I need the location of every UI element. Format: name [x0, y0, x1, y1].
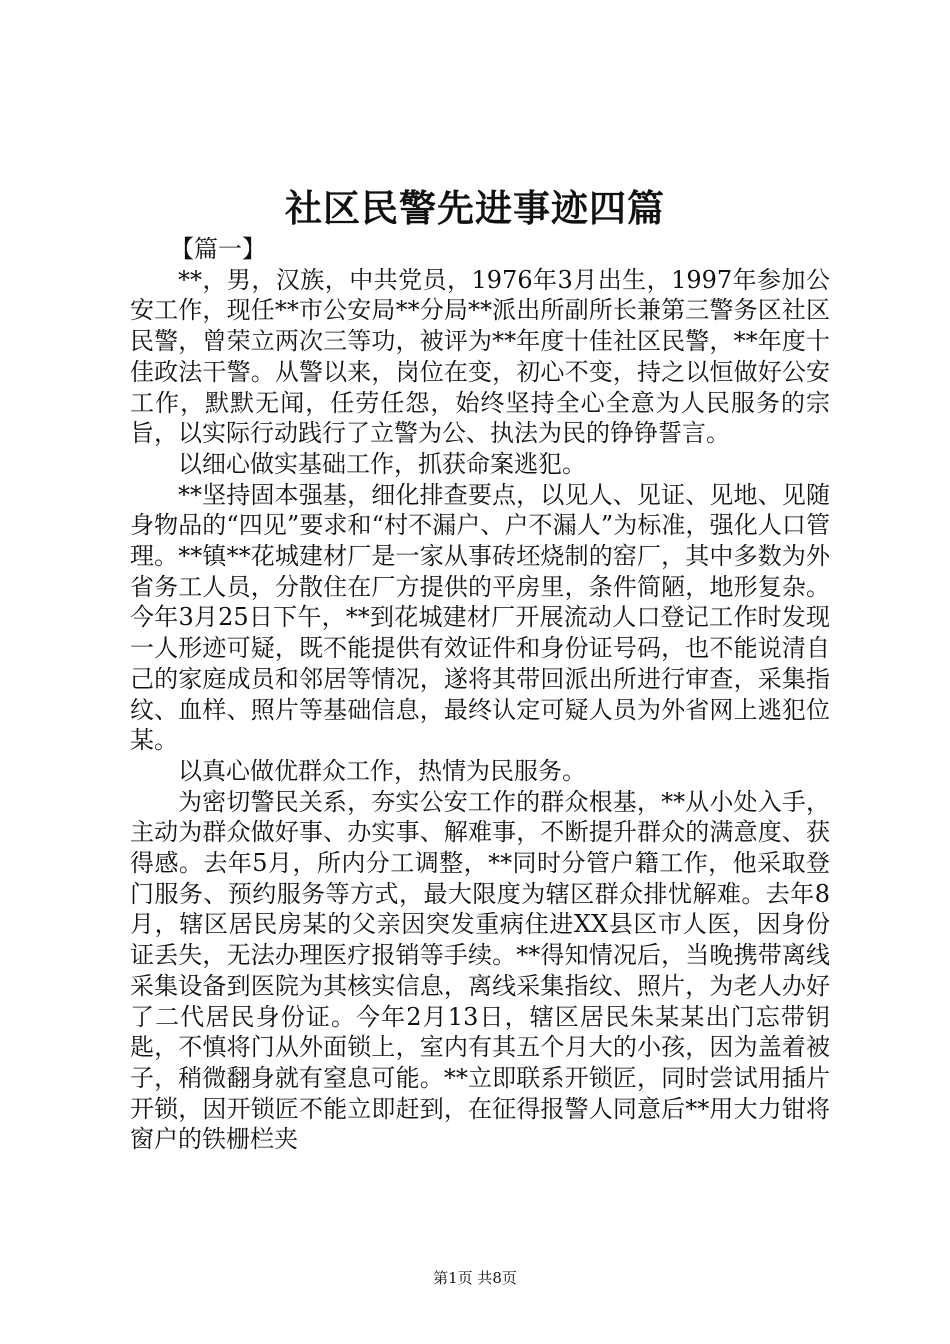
body-paragraph: **坚持固本强基，细化排查要点，以见人、见证、见地、见随身物品的“四见”要求和“村不漏户、户不漏人”为标准，强化人口管理。**镇**花城建材厂是一家从事砖坯烧制的窑厂，其中多数为外省务工人员，分散住在厂方提供的平房里，条件简陋，地形复杂。今年3月25日下午，**到花城建材厂开展流动人口登记工作时发现一人形迹可疑，既不能提供有效证件和身份证号码，也不能说清自己的家庭成员和邻居等情况，遂将其带回派出所进行审查，采集指纹、血样、照片等基础信息，最终认定可疑人员为外省网上逃犯位某。: [130, 480, 830, 755]
body-paragraph: 为密切警民关系，夯实公安工作的群众根基，**从小处入手，主动为群众做好事、办实事、解难事，不断提升群众的满意度、获得感。去年5月，所内分工调整，**同时分管户籍工作，他采取登门服务、预约服务等方式，最大限度为辖区群众排忧解难。去年8月，辖区居民房某的父亲因突发重病住进XX县区市人医，因身份证丢失，无法办理医疗报销等手续。**得知情况后，当晚携带离线采集设备到医院为其核实信息，离线采集指纹、照片，为老人办好了二代居民身份证。今年2月13日，辖区居民朱某某出门忘带钥匙，不慎将门从外面锁上，室内有其五个月大的小孩，因为盖着被子，稍微翻身就有窒息可能。**立即联系开锁匠，同时尝试用插片开锁，因开锁匠不能立即赶到，在征得报警人同意后**用大力钳将窗户的铁栅栏夹: [130, 787, 830, 1154]
document-title: 社区民警先进事迹四篇: [285, 186, 665, 230]
page-footer: 第1页 共8页: [433, 1269, 517, 1287]
section-heading: 【篇一】: [170, 235, 266, 263]
sub-heading: 以真心做优群众工作，热情为民服务。: [178, 756, 586, 785]
body-paragraph: **，男，汉族，中共党员，1976年3月出生，1997年参加公安工作，现任**市公安局**分局**派出所副所长兼第三警务区社区民警，曾荣立两次三等功，被评为**年度十佳社区民警，**年度十佳政法干警。从警以来，岗位在变，初心不变，持之以恒做好公安工作，默默无闻，任劳任怨，始终坚持全心全意为人民服务的宗旨，以实际行动践行了立警为公、执法为民的铮铮誓言。: [130, 265, 830, 448]
document-body: [130, 234, 830, 1155]
sub-heading: 以细心做实基础工作，抓获命案逃犯。: [178, 449, 586, 478]
